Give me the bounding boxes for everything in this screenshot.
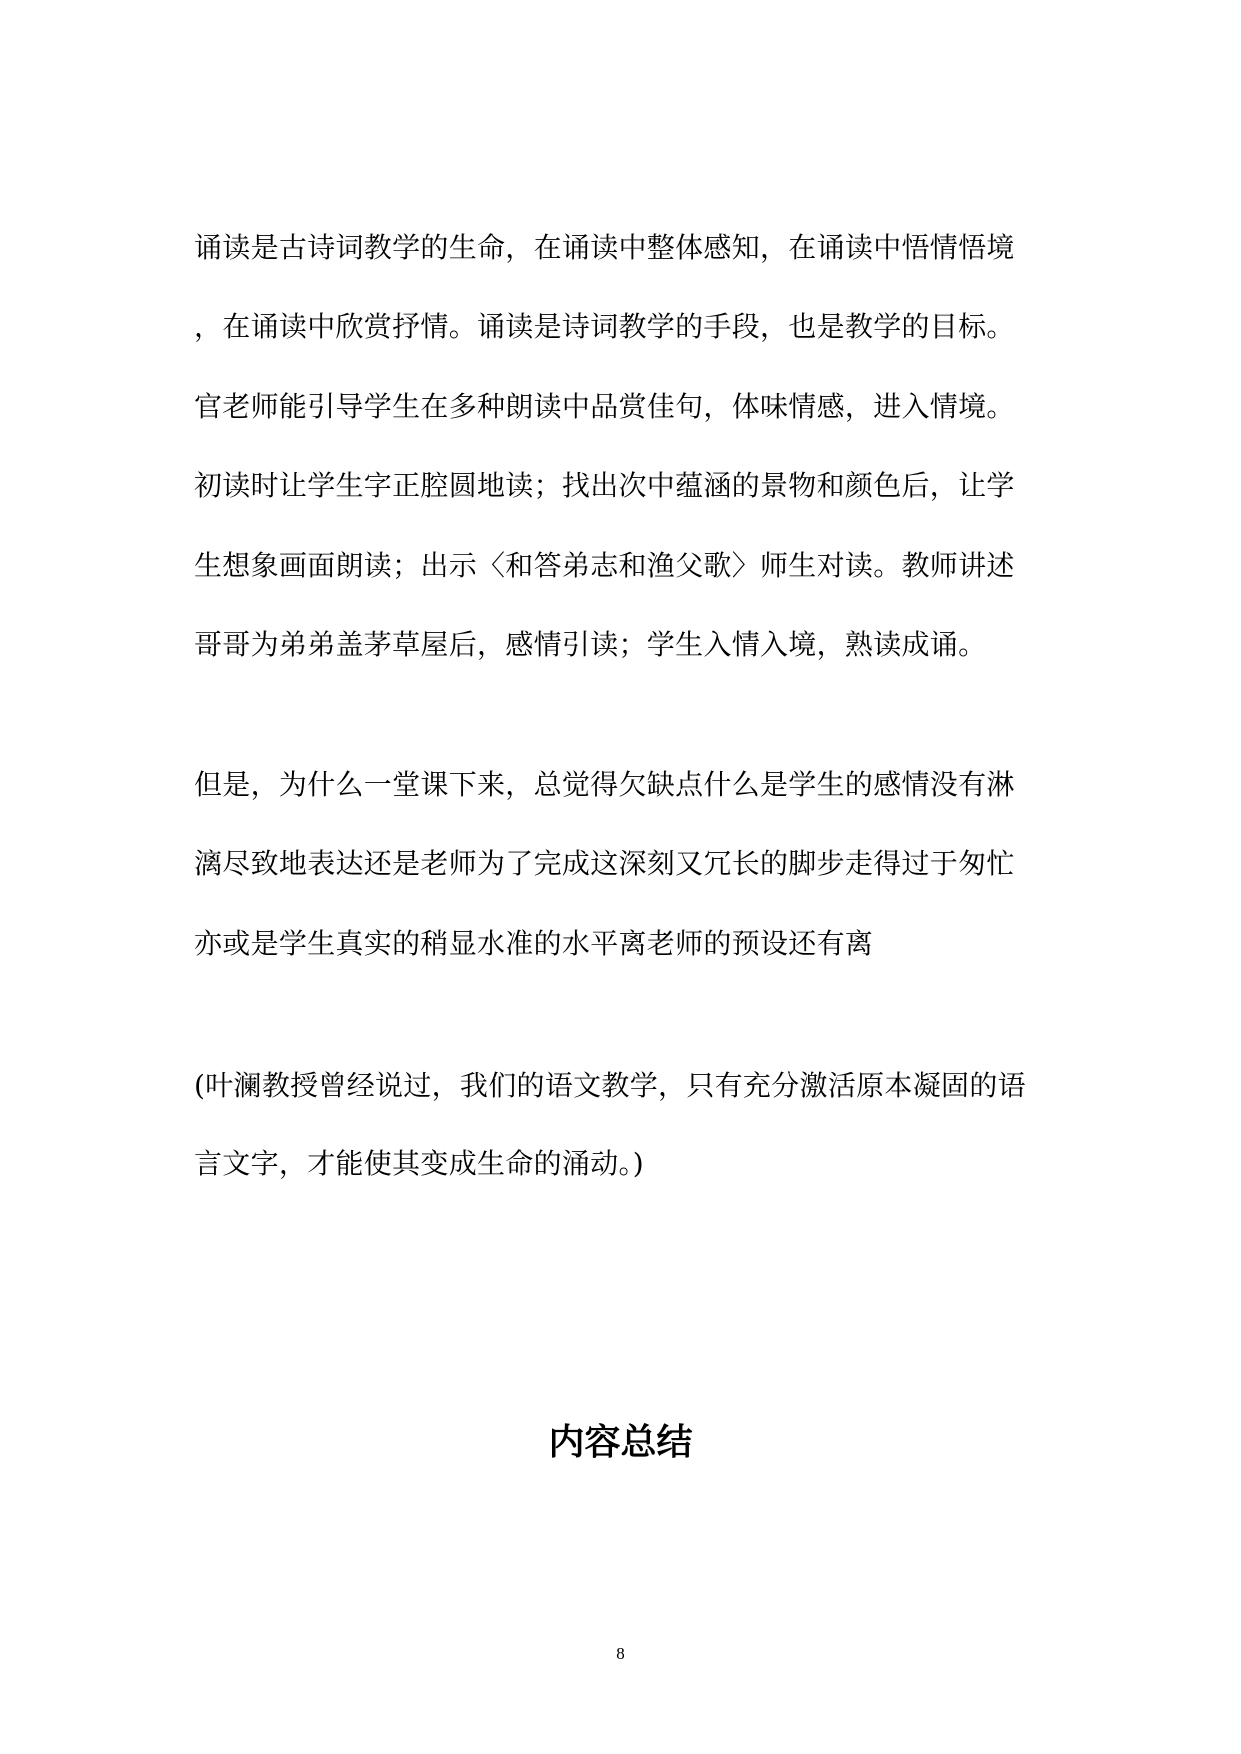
paragraph-3-line-1: (叶澜教授曾经说过，我们的语文教学，只有充分激活原本凝固的语 (194, 1069, 1026, 1102)
page-number: 8 (616, 1644, 625, 1663)
paragraph-2-line-2: 漓尽致地表达还是老师为了完成这深刻又冗长的脚步走得过于匆忙 (194, 847, 1015, 880)
paragraph-2-line-1: 但是，为什么一堂课下来，总觉得欠缺点什么是学生的感情没有淋 (194, 768, 1015, 801)
paragraph-3-line-2: 言文字，才能使其变成生命的涌动。) (194, 1147, 645, 1180)
paragraph-1-line-1: 诵读是古诗词教学的生命，在诵读中整体感知，在诵读中悟情悟境 (194, 231, 1015, 264)
paragraph-1-line-3: 官老师能引导学生在多种朗读中品赏佳句，体味情感，进入情境。 (194, 390, 1015, 423)
summary-heading: 内容总结 (548, 1422, 693, 1463)
paragraph-1-line-4: 初读时让学生字正腔圆地读；找出次中蕴涵的景物和颜色后，让学 (194, 469, 1015, 502)
paragraph-1-line-2: ，在诵读中欣赏抒情。诵读是诗词教学的手段，也是教学的目标。 (194, 310, 1015, 343)
paragraph-1-line-6: 哥哥为弟弟盖茅草屋后，感情引读；学生入情入境，熟读成诵。 (194, 628, 987, 661)
paragraph-2-line-3: 亦或是学生真实的稍显水准的水平离老师的预设还有离 (194, 927, 874, 960)
paragraph-1-line-5: 生想象画面朗读；出示〈和答弟志和渔父歌〉师生对读。教师讲述 (194, 549, 1015, 582)
